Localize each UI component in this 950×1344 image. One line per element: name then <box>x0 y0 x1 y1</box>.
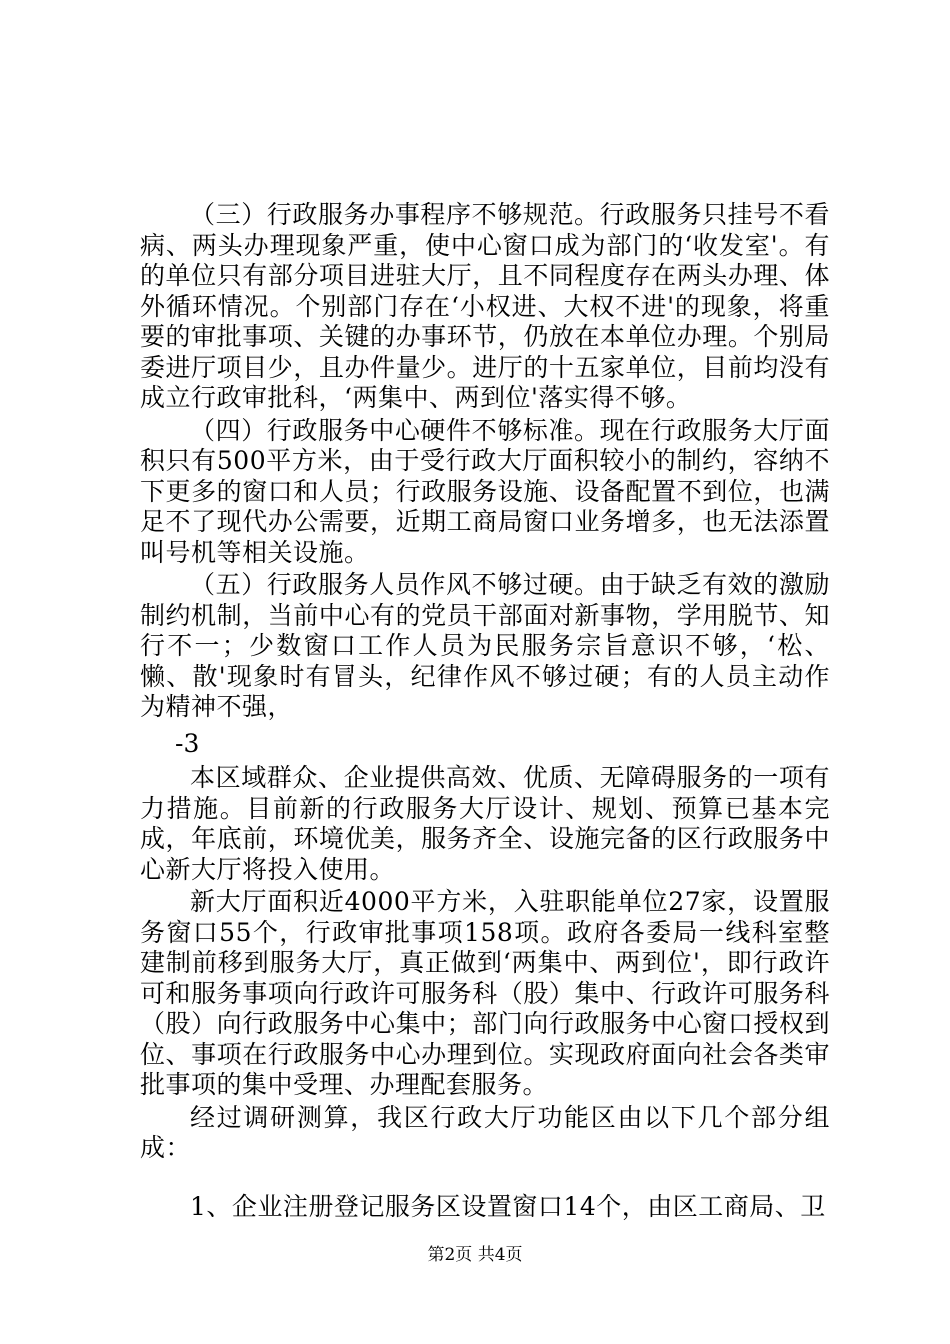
list-item: 1、企业注册登记服务区设置窗口14个，由区工商局、卫 <box>190 1191 826 1221</box>
paragraph-section-4: （四）行政服务中心硬件不够标准。现在行政服务大厅面积只有500平方米，由于受行政大厅面积较小的制约，容纳不下更多的窗口和人员；行政服务设施、设备配置不到位，也满足不了现代办公需要，近期工商局窗口业务增多，也无法添置叫号机等相关设施。 <box>140 415 830 567</box>
paragraph-section-5: （五）行政服务人员作风不够过硬。由于缺乏有效的激励制约机制，当前中心有的党员干部面对新事物，学用脱节、知行不一；少数窗口工作人员为民服务宗旨意识不够，‘松、懒、散'现象时有冒头，纪律作风不够过硬；有的人员主动作为精神不强， <box>140 570 830 721</box>
document-body <box>140 200 830 1222</box>
paragraph-new-hall-intro: 本区域群众、企业提供高效、优质、无障碍服务的一项有力措施。目前新的行政服务大厅设计、规划、预算已基本完成，年底前，环境优美，服务齐全、设施完备的区行政服务中心新大厅将投入使用。 <box>140 763 830 884</box>
paragraph-section-3: （三）行政服务办事程序不够规范。行政服务只挂号不看病、两头办理现象严重，使中心窗口成为部门的‘收发室'。有的单位只有部分项目进驻大厅，且不同程度存在两头办理、体外循环情况。个别部门存在‘小权进、大权不进'的现象，将重要的审批事项、关键的办事环节，仍放在本单位办理。个别局委进厅项目少，且办件量少。进厅的十五家单位，目前均没有成立行政审批科，‘两集中、两到位'落实得不够。 <box>140 200 830 412</box>
paragraph-functional-areas: 经过调研测算，我区行政大厅功能区由以下几个部分组成： <box>140 1102 830 1162</box>
paragraph-new-hall-details: 新大厅面积近4000平方米，入驻职能单位27家，设置服务窗口55个，行政审批事项158项。政府各委局一线科室整建制前移到服务大厅，真正做到‘两集中、两到位'，即行政许可和服务事项向行政许可服务科（股）集中、行政许可服务科（股）向行政服务中心集中；部门向行政服务中心窗口授权到位、事项在行政服务中心办理到位。实现政府面向社会各类审批事项的集中受理、办理配套服务。 <box>140 887 830 1099</box>
page-marker: -3 <box>175 728 200 758</box>
page-footer: 第2页 共4页 <box>427 1245 523 1265</box>
